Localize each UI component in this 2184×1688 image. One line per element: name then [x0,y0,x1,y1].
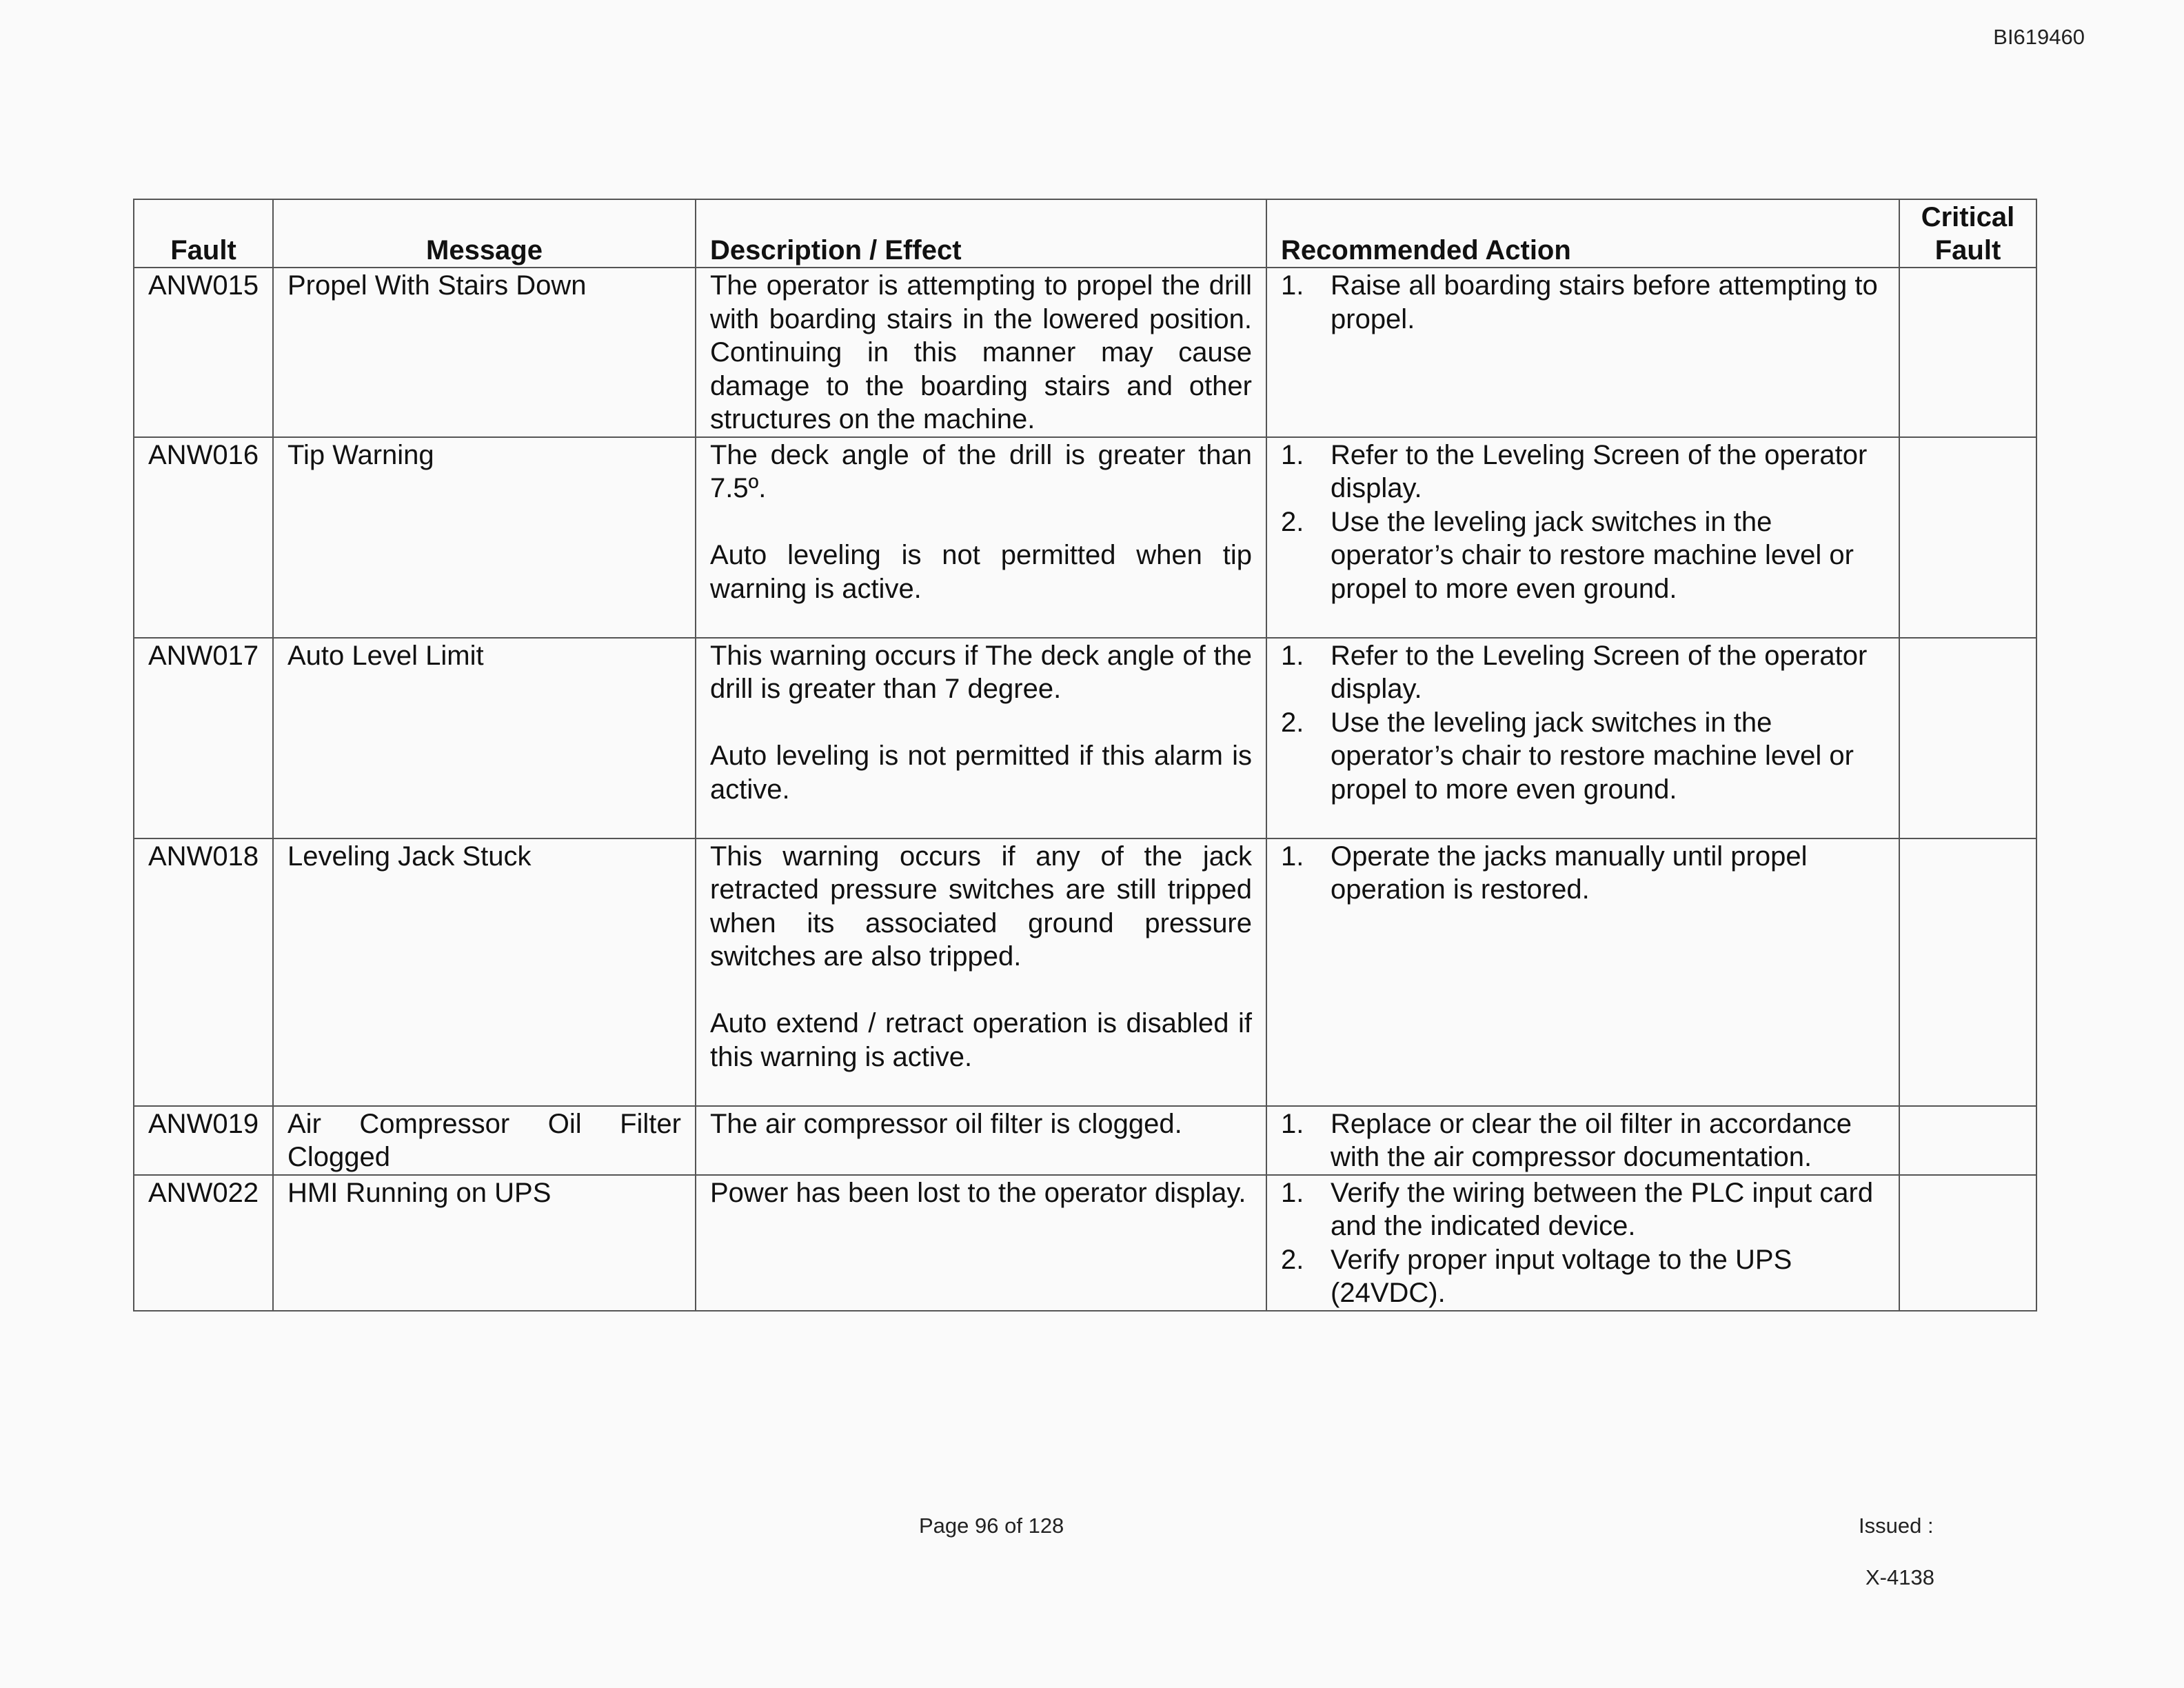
action-number: 1. [1281,841,1304,872]
action-list [1281,1107,1885,1174]
action-list [1281,269,1885,336]
table-header-row [134,199,2036,268]
recommended-action-cell [1266,1175,1899,1311]
description-cell [696,1175,1266,1311]
action-text: Verify the wiring between the PLC input card and the indicated device. [1331,1177,1874,1241]
critical-label-line1: Critical [1921,202,2015,232]
column-header-critical [1899,199,2036,268]
fault-code-cell: ANW022 [134,1175,273,1311]
action-item [1281,269,1885,336]
description-paragraph: The operator is attempting to propel the drill with boarding stairs in the lowered position. Continuing in this manner may cause damage to the boarding stairs and other structures on the machine. [710,270,1252,434]
table-body [134,268,2036,1311]
description-paragraph: This warning occurs if any of the jack retracted pressure switches are still tripped when its associated ground pressure switches are also tripped. [710,841,1252,972]
action-item [1281,1107,1885,1174]
action-list [1281,1176,1885,1310]
page-number: Page 96 of 128 [919,1514,1064,1538]
document-id: BI619460 [1993,25,2085,49]
column-header-message: Message [273,199,696,268]
action-list [1281,639,1885,807]
message-cell: HMI Running on UPS [273,1175,696,1311]
critical-fault-cell [1899,1175,2036,1311]
recommended-action-cell [1266,268,1899,437]
action-number: 1. [1281,439,1304,470]
recommended-action-cell [1266,838,1899,1106]
description-cell [696,838,1266,1106]
description-cell [696,1106,1266,1175]
critical-fault-cell [1899,638,2036,838]
critical-fault-cell [1899,437,2036,638]
action-item [1281,706,1885,807]
fault-code-cell: ANW019 [134,1106,273,1175]
message-cell: Air Compressor Oil Filter Clogged [273,1106,696,1175]
fault-code-cell: ANW015 [134,268,273,437]
table-row [134,638,2036,838]
description-paragraph: The deck angle of the drill is greater than 7.5º. [710,439,1252,503]
action-item [1281,505,1885,606]
action-list [1281,439,1885,606]
action-number: 2. [1281,707,1304,738]
action-list [1281,840,1885,907]
description-paragraph: Power has been lost to the operator display. [710,1177,1246,1208]
action-text: Use the leveling jack switches in the operator’s chair to restore machine level or propel to more even ground. [1331,707,1854,805]
action-number: 2. [1281,1244,1304,1275]
description-paragraph: The air compressor oil filter is clogged. [710,1108,1182,1139]
action-text: Raise all boarding stairs before attempting to propel. [1331,270,1878,334]
column-header-description: Description / Effect [696,199,1266,268]
description-paragraph: This warning occurs if The deck angle of the drill is greater than 7 degree. [710,640,1252,704]
action-number: 1. [1281,270,1304,301]
action-number: 1. [1281,1108,1304,1139]
action-number: 1. [1281,1177,1304,1208]
description-paragraph: Auto leveling is not permitted when tip warning is active. [710,540,1252,604]
action-text: Operate the jacks manually until propel operation is restored. [1331,841,1808,905]
table-row [134,437,2036,638]
message-cell: Auto Level Limit [273,638,696,838]
action-text: Replace or clear the oil filter in accordance with the air compressor documentation. [1331,1108,1852,1172]
message-cell: Propel With Stairs Down [273,268,696,437]
action-number: 2. [1281,506,1304,537]
column-header-action: Recommended Action [1266,199,1899,268]
action-text: Use the leveling jack switches in the operator’s chair to restore machine level or propel to more even ground. [1331,506,1854,604]
table-row [134,1175,2036,1311]
table-row [134,1106,2036,1175]
description-cell [696,268,1266,437]
description-paragraph: Auto leveling is not permitted if this alarm is active. [710,741,1252,805]
message-cell: Tip Warning [273,437,696,638]
fault-table [133,199,2037,1312]
table-row [134,838,2036,1106]
action-text: Refer to the Leveling Screen of the operator display. [1331,439,1868,503]
recommended-action-cell [1266,1106,1899,1175]
column-header-fault: Fault [134,199,273,268]
table-row [134,268,2036,437]
action-item [1281,639,1885,706]
description-cell [696,638,1266,838]
issued-label: Issued : [1859,1514,1934,1538]
critical-fault-cell [1899,1106,2036,1175]
description-cell [696,437,1266,638]
action-item [1281,439,1885,505]
action-item [1281,840,1885,907]
action-item [1281,1176,1885,1243]
message-cell: Leveling Jack Stuck [273,838,696,1106]
description-paragraph: Auto extend / retract operation is disabled if this warning is active. [710,1008,1252,1072]
action-item [1281,1243,1885,1310]
recommended-action-cell [1266,638,1899,838]
fault-code-cell: ANW017 [134,638,273,838]
critical-fault-cell [1899,838,2036,1106]
critical-fault-cell [1899,268,2036,437]
recommended-action-cell [1266,437,1899,638]
action-number: 1. [1281,640,1304,671]
document-number: X-4138 [1866,1565,1934,1589]
fault-code-cell: ANW016 [134,437,273,638]
action-text: Refer to the Leveling Screen of the operator display. [1331,640,1868,704]
critical-label-line2: Fault [1934,235,2001,265]
fault-code-cell: ANW018 [134,838,273,1106]
action-text: Verify proper input voltage to the UPS (24VDC). [1331,1244,1792,1308]
